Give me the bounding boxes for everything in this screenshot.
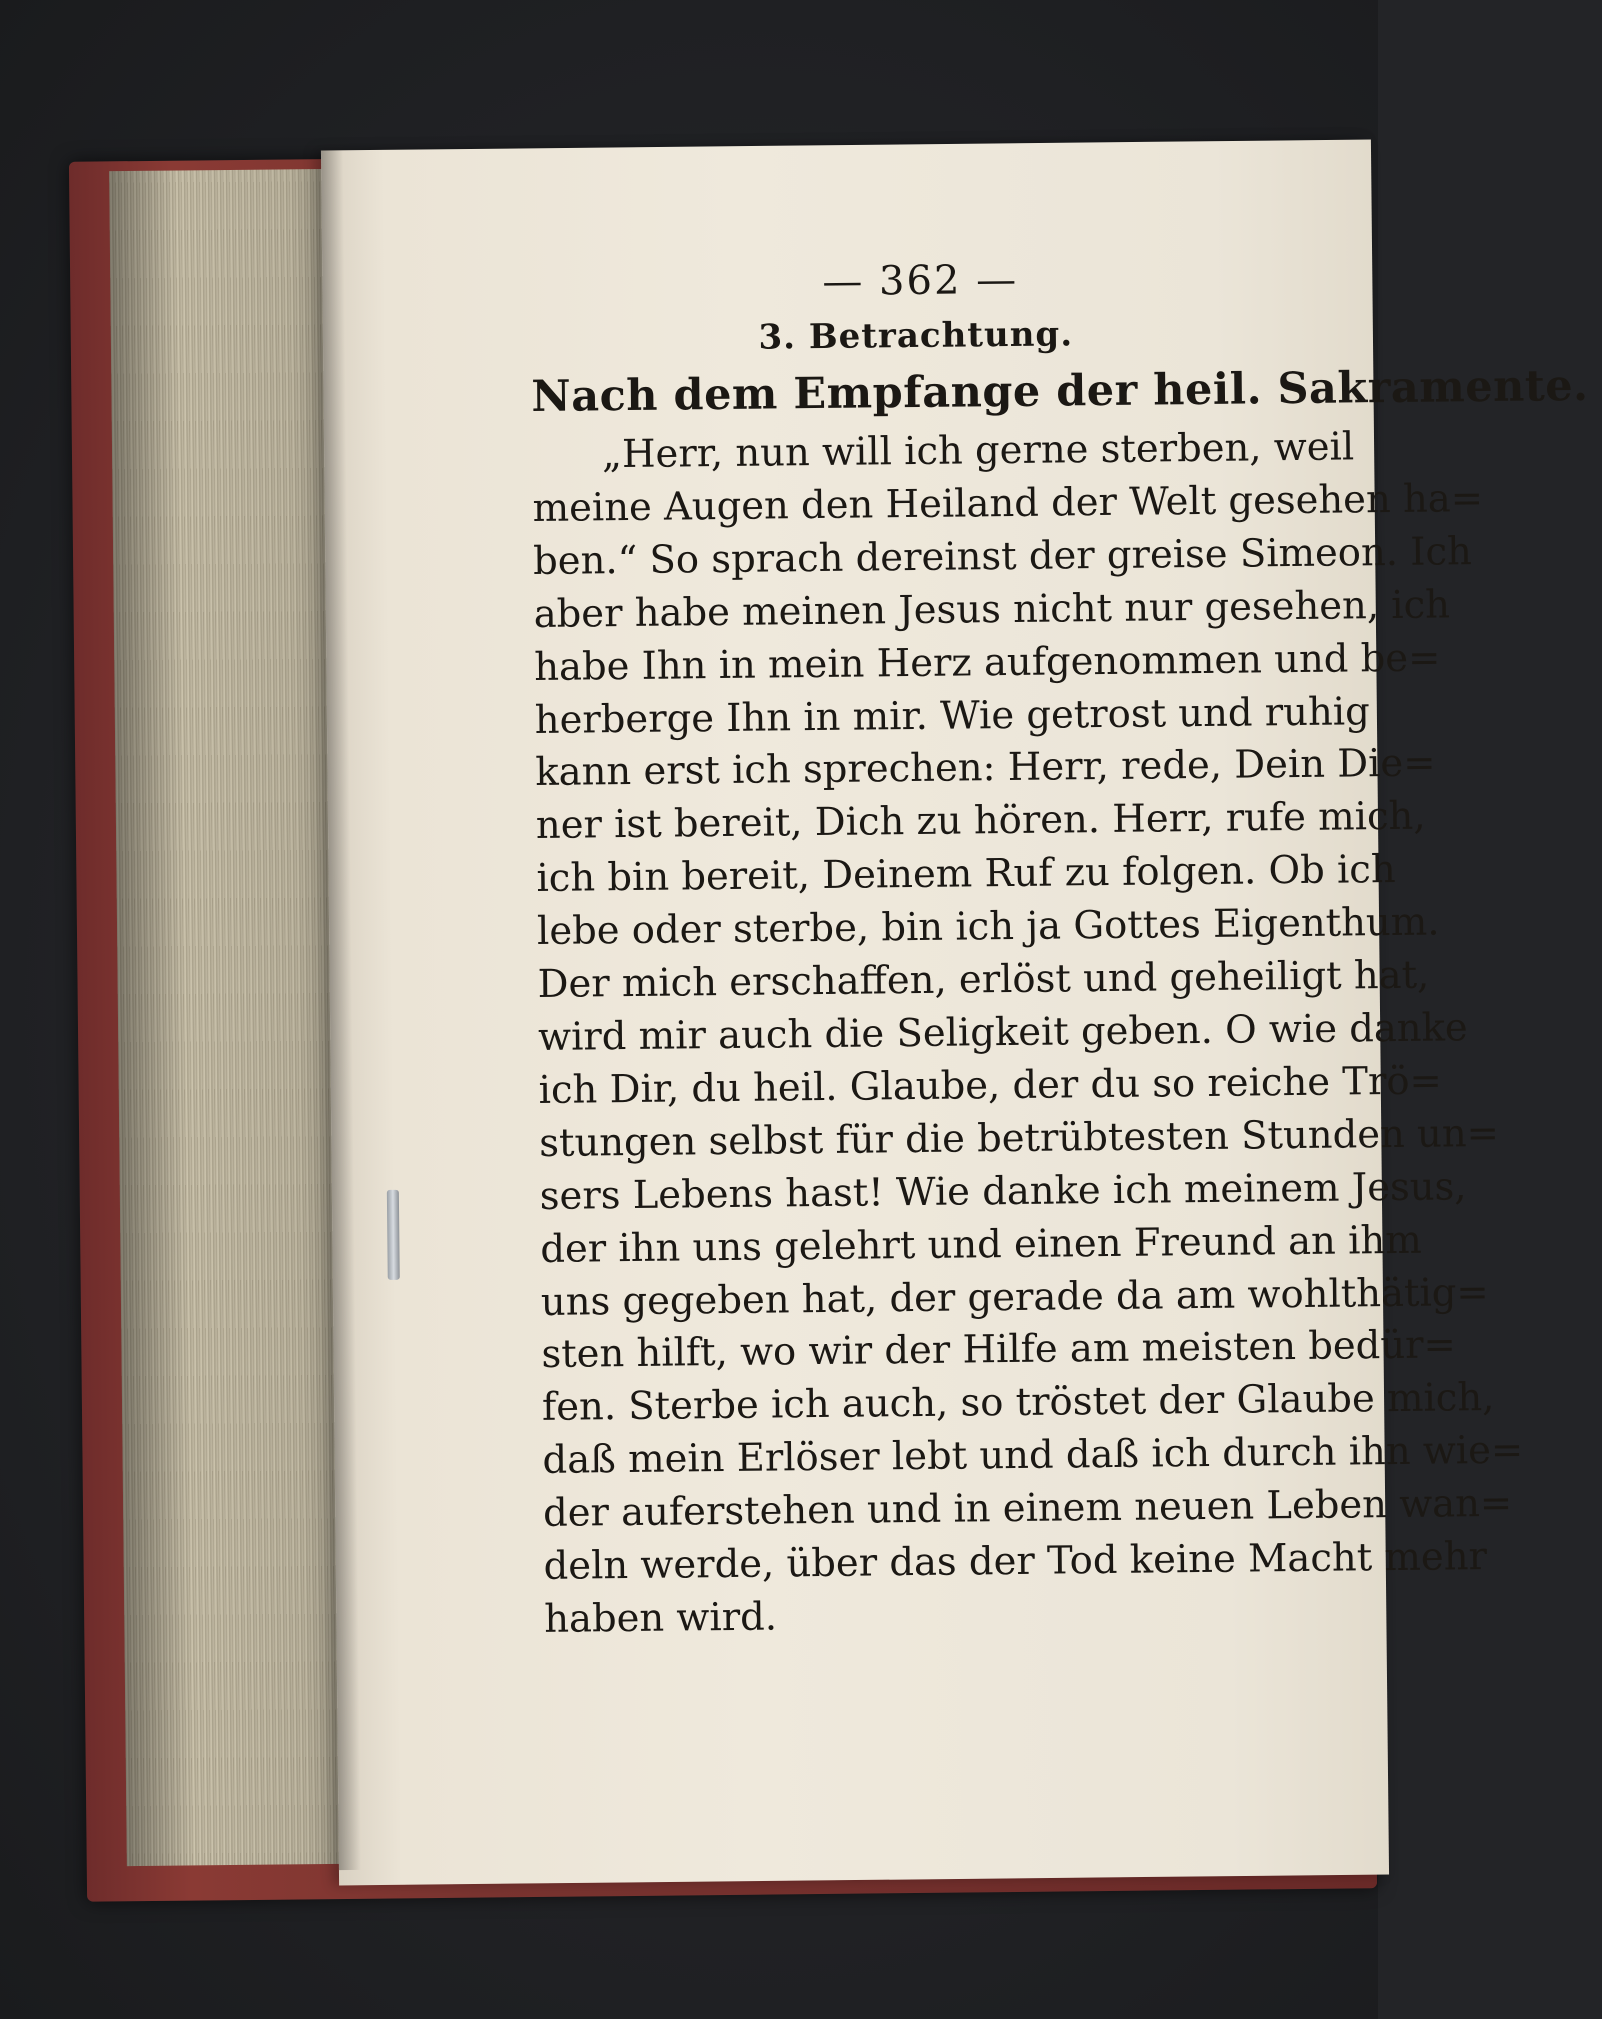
page-edges [109,169,352,1866]
text-line: deln werde, über das der Tod keine Macht mehr [543,1534,1488,1589]
text-line: herberge Ihn in mir. Wie getrost und ruhig [534,688,1370,743]
page-number: — 362 — [822,256,1019,305]
text-line: Der mich erschaffen, erlöst und geheiligt hat, [537,952,1430,1008]
text-line: haben wird. [543,1594,778,1642]
text-line: wird mir auch die Seligkeit geben. O wie danke [537,1005,1468,1060]
body-text [532,422,1524,1647]
text-line: lebe oder sterbe, bin ich ja Gottes Eigenthum. [536,899,1440,955]
text-line: der auferstehen und in einem neuen Leben wan= [542,1480,1513,1537]
text-line: uns gegeben hat, der gerade da am wohlthätig= [540,1269,1489,1325]
text-line: aber habe meinen Jesus nicht nur gesehen, ich [533,582,1451,637]
text-line: „Herr, nun will ich gerne sterben, weil [601,424,1355,478]
text-line: meine Augen den Heiland der Welt gesehen ha= [532,475,1484,531]
text-line: fen. Sterbe ich auch, so tröstet der Glaube mich, [541,1375,1495,1431]
text-line: der ihn uns gelehrt und einen Freund an ihm [540,1217,1422,1272]
text-line: habe Ihn in mein Herz aufgenommen und be= [534,635,1441,690]
text-line: ben.“ So sprach dereinst der greise Simeon. Ich [532,528,1473,584]
page-content [530,254,1589,1647]
text-line: stungen selbst für die betrübtesten Stunden un= [538,1110,1500,1166]
text-line: ner ist bereit, Dich zu hören. Herr, rufe mich, [535,793,1426,849]
text-line: daß mein Erlöser lebt und daß ich durch ihn wie= [542,1427,1524,1484]
text-line: ich bin bereit, Deinem Ruf zu folgen. Ob ich [536,847,1396,902]
section-number: 3. Betrachtung. [758,314,1074,358]
text-line: ich Dir, du heil. Glaube, der du so reiche Trö= [538,1058,1443,1113]
text-line: kann erst ich sprechen: Herr, rede, Dein Die= [535,740,1436,796]
text-line: sten hilft, wo wir der Hilfe am meisten bedür= [541,1322,1457,1378]
text-line: sers Lebens hast! Wie danke ich meinem Jesus, [539,1163,1467,1219]
section-title: Nach dem Empfange der heil. Sakramente. [531,360,1589,422]
bookmark-clip [387,1190,400,1280]
